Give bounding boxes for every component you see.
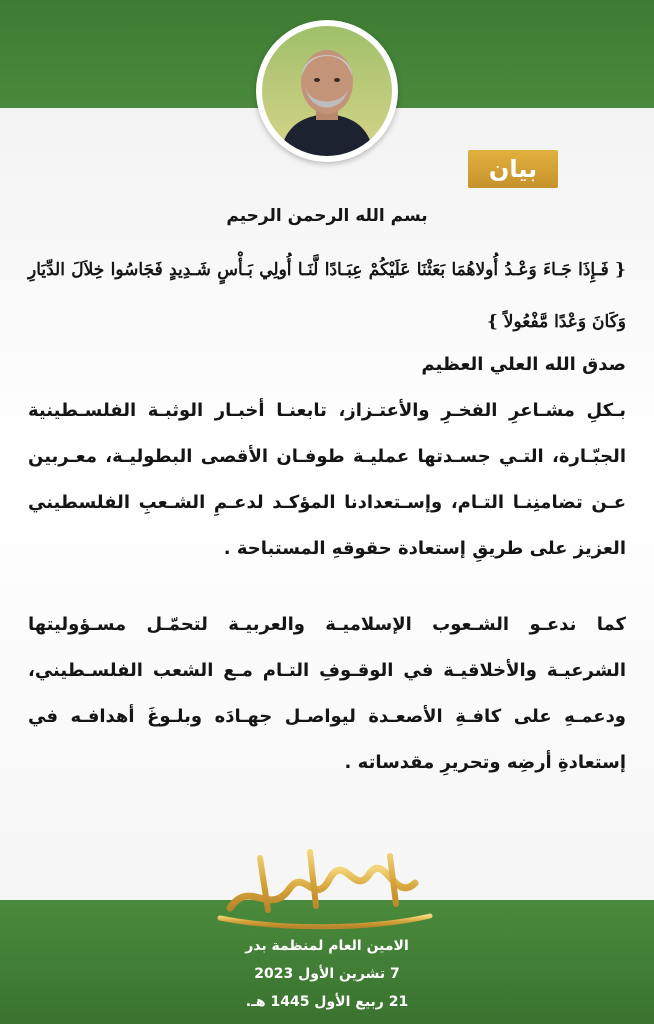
sadaq-line: صدق الله العلي العظيم [421,354,626,375]
portrait-image [262,26,392,156]
date-gregorian: 7 تشرين الأول 2023 [254,966,400,982]
signature-calligraphy [190,838,464,938]
signatory-title: الامين العام لمنظمة بدر [245,938,409,954]
statement-badge: بيان [468,150,558,188]
date-hijri: 21 ربيع الأول 1445 هـ. [245,994,409,1010]
paragraph-call: كما ندعـو الشـعوب الإسلاميـة والعربيـة لتحمّـل مسـؤوليتها الشرعيـة والأخلاقيـة في الوقـوفِ التـام مـع الشعب الفلسـطيني، ودعمـهِ على كافـةِ الأصعـدة ليواصـل جهـادَه وبلـوغَ أهدافـه في إستعادةِ أرضِه وتحريرِ مقدساته . [28,614,626,773]
quran-verse: { فَـإِذَا جَـاءَ وَعْـدُ أُولاهُمَا بَعَثْنَا عَلَيْكُمْ عِبَـادًا لَّنَـا أُولِي بَـأْسٍ شَـدِيدٍ فَجَاسُوا خِلاَلَ الدِّيَارِ وَكَانَ وَعْدًا مَّفْعُولاً } [28,260,626,332]
bismillah: بسم الله الرحمن الرحيم [226,206,428,226]
avatar [256,20,398,162]
paragraph-support: بـكلِ مشـاعرِ الفخـرِ والأعتـزاز، تابعنـا أخبـار الوثبـة الفلسـطينية الجبّـارة، التـي جسـدتها عمليـة طوفـان الأقصى البطوليـة، معـربين عـن تضامنِنـا التـام، وإسـتعدادنا المؤكـد لدعـمِ الشـعبِ الفلسطيني العزيز على طريقِ إستعادة حقوقهِ المستباحة . [28,400,626,559]
